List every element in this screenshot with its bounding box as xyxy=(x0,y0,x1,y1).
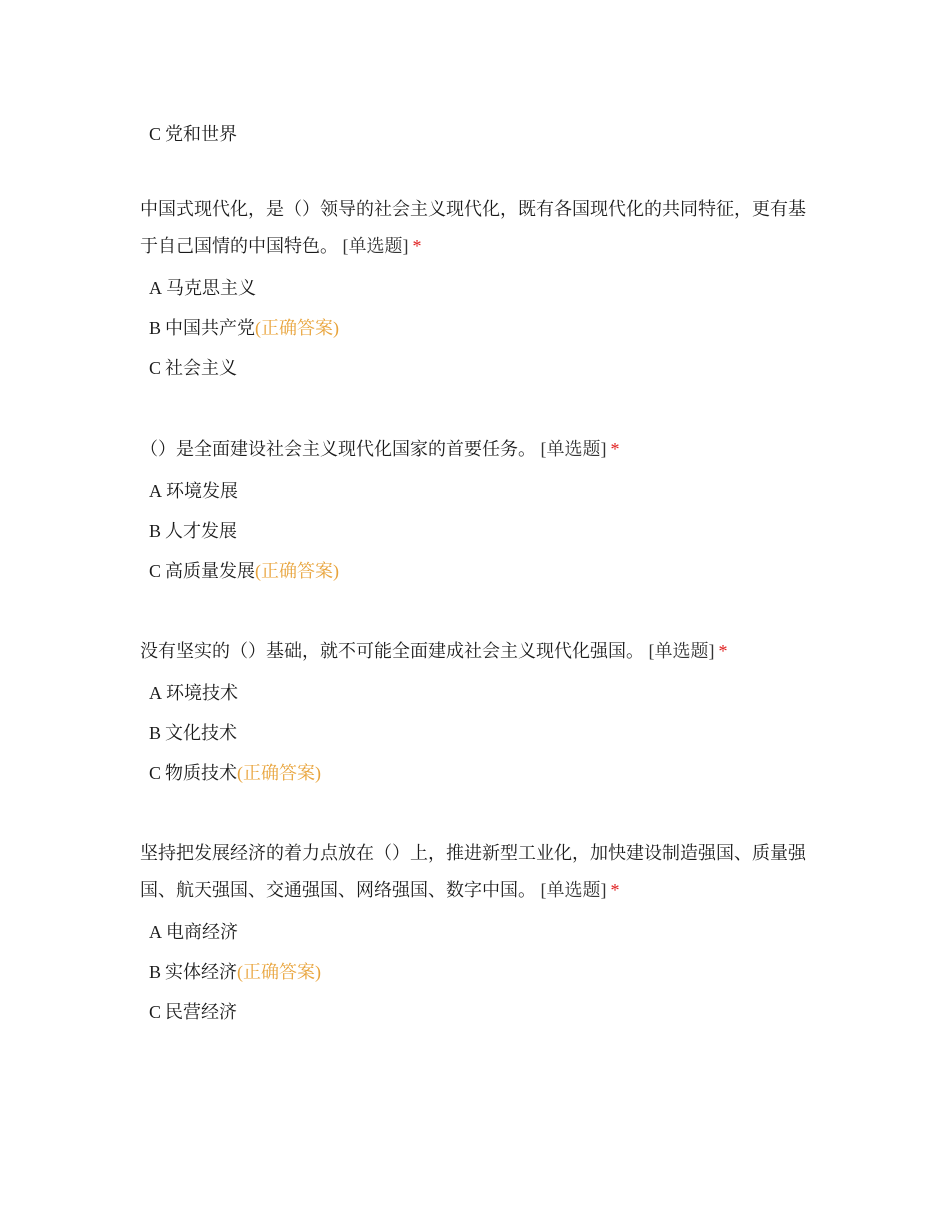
option-a[interactable] xyxy=(149,275,820,301)
question-4 xyxy=(140,835,820,1025)
question-text: （）是全面建设社会主义现代化国家的首要任务。 xyxy=(140,439,536,459)
question-type: [单选题] xyxy=(342,236,409,256)
option-a[interactable] xyxy=(149,680,820,706)
option-list xyxy=(140,680,820,786)
option-letter: B xyxy=(149,962,162,982)
option-c[interactable] xyxy=(149,558,820,584)
option-text: 环境技术 xyxy=(166,683,238,703)
option-letter: C xyxy=(149,561,162,581)
option-b[interactable] xyxy=(149,720,820,746)
option-text: 社会主义 xyxy=(165,358,238,378)
option-letter: B xyxy=(149,723,162,743)
question-type: [单选题] xyxy=(648,641,715,661)
option-c[interactable] xyxy=(149,355,820,381)
question-type: [单选题] xyxy=(540,880,607,900)
option-letter: A xyxy=(149,922,162,942)
question-title xyxy=(140,633,820,670)
option-text: 环境发展 xyxy=(166,481,238,501)
option-letter: C xyxy=(149,124,162,144)
question-text: 中国式现代化，是（）领导的社会主义现代化，既有各国现代化的共同特征，更有基于自己国情的中国特色。 xyxy=(140,199,806,256)
option-letter: A xyxy=(149,683,162,703)
question-text: 坚持把发展经济的着力点放在（）上，推进新型工业化，加快建设制造强国、质量强国、航天强国、交通强国、网络强国、数字中国。 xyxy=(140,843,806,900)
option-letter: B xyxy=(149,318,162,338)
orphan-option xyxy=(149,121,237,147)
required-marker: * xyxy=(610,880,620,900)
option-text: 人才发展 xyxy=(165,521,238,541)
option-text: 民营经济 xyxy=(165,1002,238,1022)
option-text: 物质技术 xyxy=(165,763,238,783)
option-text: 党和世界 xyxy=(165,124,238,144)
required-marker: * xyxy=(718,641,728,661)
correct-answer-tag: (正确答案) xyxy=(255,561,340,581)
required-marker: * xyxy=(610,439,620,459)
option-a[interactable] xyxy=(149,919,820,945)
correct-answer-tag: (正确答案) xyxy=(237,962,322,982)
option-letter: C xyxy=(149,358,162,378)
question-1 xyxy=(140,191,820,381)
option-letter: B xyxy=(149,521,162,541)
required-marker: * xyxy=(412,236,422,256)
option-text: 中国共产党 xyxy=(165,318,256,338)
option-letter: C xyxy=(149,1002,162,1022)
question-2 xyxy=(140,431,820,584)
question-3 xyxy=(140,633,820,786)
option-c[interactable] xyxy=(149,999,820,1025)
option-text: 电商经济 xyxy=(166,922,238,942)
question-title xyxy=(140,191,820,265)
option-text: 文化技术 xyxy=(165,723,238,743)
question-title xyxy=(140,431,820,468)
option-text: 马克思主义 xyxy=(166,278,256,298)
option-text: 实体经济 xyxy=(165,962,238,982)
option-list xyxy=(140,919,820,1025)
option-a[interactable] xyxy=(149,478,820,504)
option-letter: A xyxy=(149,481,162,501)
correct-answer-tag: (正确答案) xyxy=(237,763,322,783)
correct-answer-tag: (正确答案) xyxy=(255,318,340,338)
option-b[interactable] xyxy=(149,315,820,341)
option-b[interactable] xyxy=(149,518,820,544)
option-letter: C xyxy=(149,763,162,783)
option-list xyxy=(140,275,820,381)
option-letter: A xyxy=(149,278,162,298)
question-text: 没有坚实的（）基础，就不可能全面建成社会主义现代化强国。 xyxy=(140,641,644,661)
option-c[interactable] xyxy=(149,760,820,786)
option-list xyxy=(140,478,820,584)
option-text: 高质量发展 xyxy=(165,561,256,581)
option-b[interactable] xyxy=(149,959,820,985)
question-type: [单选题] xyxy=(540,439,607,459)
question-title xyxy=(140,835,820,909)
